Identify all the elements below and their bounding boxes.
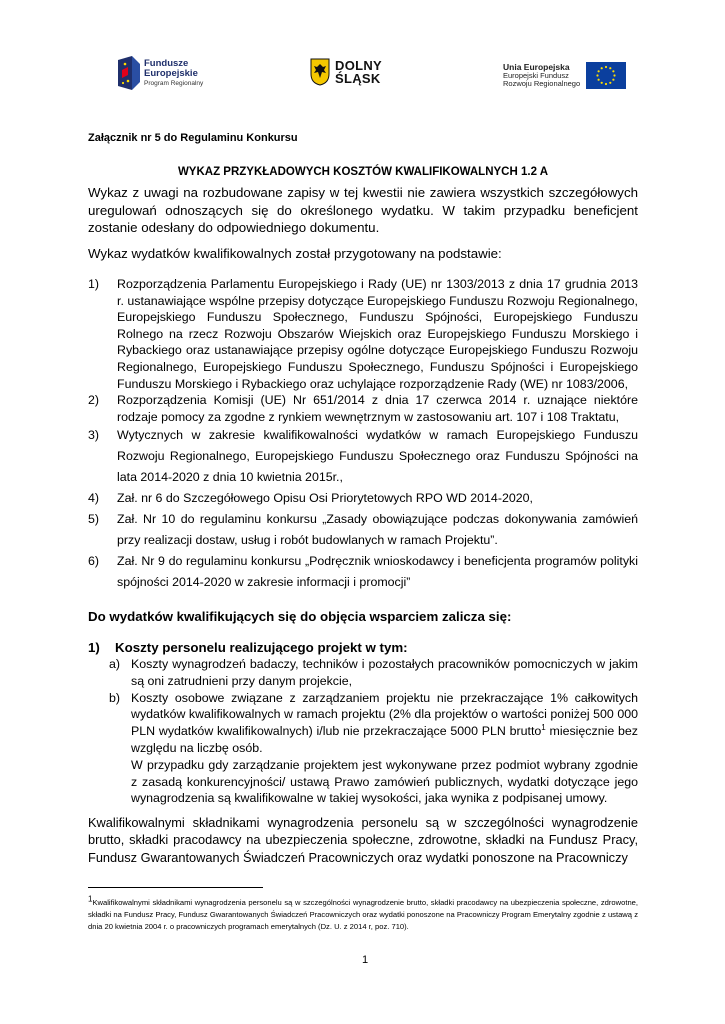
list-item: 4) Zał. nr 6 do Szczegółowego Opisu Osi Priorytetowych RPO WD 2014-2020, <box>88 491 533 506</box>
ue-logo-line1: Europejski Fundusz <box>503 71 569 80</box>
fundusze-europejskie-logo <box>118 56 203 90</box>
eagle-shield-icon <box>310 58 330 86</box>
ds-logo-line1: DOLNY <box>335 58 382 73</box>
basis-intro: Wykaz wydatków kwalifikowalnych został przygotowany na podstawie: <box>88 246 502 261</box>
section-heading: Do wydatków kwalifikujących się do objęcia wsparciem zalicza się: <box>88 609 512 624</box>
dolny-slask-logo <box>310 58 382 86</box>
list-item: 3) Wytycznych w zakresie kwalifikowalności wydatków w ramach Europejskiego Funduszu Rozwoju Regionalnego, Europejskiego Funduszu Społecznego oraz Funduszu Spójności na lata 2014-2020 z dnia 10 kwietnia 2015r., <box>88 428 638 485</box>
list-item: a) Koszty wynagrodzeń badaczy, techników i pozostałych pracowników pomocniczych w jakim są oni zatrudnieni przy danym projekcie, <box>109 657 638 688</box>
attachment-label: Załącznik nr 5 do Regulaminu Konkursu <box>88 132 298 144</box>
list-item: 1) Rozporządzenia Parlamentu Europejskiego i Rady (UE) nr 1303/2013 z dnia 17 grudnia 2013 r. ustanawiające wspólne przepisy dotyczące Europejskiego Funduszu Rozwoju Regionalnego, Europejskiego Funduszu Społecznego, Funduszu Spójności, Europejskiego Funduszu Rolnego na rzecz Rozwoju Obszarów Wiejskich oraz Europejskiego Funduszu Morskiego i Rybackiego oraz ustanawiające przepisy ogólne dotyczące Europejskiego Funduszu Rozwoju Regionalnego, Europejskiego Funduszu Społecznego, Funduszu Spójności i Europejskiego Funduszu Morskiego i Rybackiego oraz uchylające rozporządzenie Rady (WE) nr 1083/2006, <box>88 277 638 391</box>
intro-paragraph: Wykaz z uwagi na rozbudowane zapisy w tej kwestii nie zawiera wszystkich szczegółowych uregulowań odnoszących się do określonego wydatku. W takim przypadku beneficjent zostanie odesłany do odpowiedniego dokumentu. <box>88 185 638 235</box>
footnote-divider <box>88 887 263 888</box>
section1-sublist <box>109 656 638 807</box>
ue-logo-title: Unia Europejska <box>503 62 570 72</box>
ds-logo-line2: ŚLĄSK <box>335 71 381 86</box>
basis-list <box>88 276 638 593</box>
footnote: $^1$Kwalifikowalnymi składnikami wynagrodzenia personelu są w szczególności wynagrodzenie brutto, składki pracodawcy na ubezpieczenia społeczne, zdrowotne, składki na Fundusz Pracy, Fundusz Gwarantowanych Świadczeń Pracowniczych oraz wydatki ponoszone na Pracowniczy Program Emerytalny zgodnie z ustawą z dnia 20 kwietnia 2004 r. o pracowniczych programach emerytalnych (Dz. U. z 2014 r, poz. 710). <box>88 894 638 931</box>
list-item: 5) Zał. Nr 10 do regulaminu konkursu „Zasady obowiązujące podczas dokonywania zamówień przy realizacji dostaw, usług i robót budowlanych w ramach Projektu”. <box>88 512 638 548</box>
fe-logo-line2: Europejskie <box>144 67 198 79</box>
list-item: b) Koszty osobowe związane z zarządzaniem projektu nie przekraczające 1% całkowitych wydatków kwalifikowalnych w ramach projektu (2% dla projektów o wartości poniżej 500 000 PLN wydatków kwalifikowalnych) i/lub nie przekraczające 5000 PLN brutto$^1$ miesięcznie bez względu na liczbę osób. W przypadku gdy zarządzanie projektem jest wykonywane przez podmiot wybrany zgodnie z zasadą konkurencyjności/ ustawą Prawo zamówień publicznych, wydatki dotyczące jego wynagrodzenia są kwalifikowalne w takiej wysokości, jaka wynika z podpisanej umowy. <box>109 690 638 806</box>
unia-europejska-logo <box>503 62 626 89</box>
list-item: 2) Rozporządzenia Komisji (UE) Nr 651/2014 z dnia 17 czerwca 2014 r. uznające niektóre rodzaje pomocy za zgodne z rynkiem wewnętrznym w zastosowaniu art. 107 i 108 Traktatu, <box>88 393 638 424</box>
logo-bar <box>0 52 725 100</box>
eu-flag-icon <box>586 62 626 89</box>
wage-paragraph: Kwalifikowalnymi składnikami wynagrodzenia personelu są w szczególności wynagrodzenie brutto, składki pracodawcy na ubezpieczenia społeczne, zdrowotne, składki na Fundusz Pracy, Fundusz Gwarantowanych Świadczeń Pracowniczych oraz wydatki ponoszone na Pracowniczy <box>88 815 638 865</box>
page-title: WYKAZ PRZYKŁADOWYCH KOSZTÓW KWALIFIKOWALNYCH 1.2 A <box>177 166 549 178</box>
footnote-ref: 1 <box>541 723 546 733</box>
fe-logo-line1: Fundusze <box>144 57 189 69</box>
page-number: 1 <box>361 954 369 966</box>
fe-logo-line3: Program Regionalny <box>144 79 204 87</box>
section1-heading: 1) Koszty personelu realizującego projekt w tym: <box>88 640 408 655</box>
list-item: 6) Zał. Nr 9 do regulaminu konkursu „Podręcznik wnioskodawcy i beneficjenta programów polityki spójności 2014-2020 w zakresie informacji i promocji” <box>88 554 638 590</box>
ue-logo-line2: Rozwoju Regionalnego <box>503 79 581 88</box>
fe-flag-icon <box>118 56 140 90</box>
